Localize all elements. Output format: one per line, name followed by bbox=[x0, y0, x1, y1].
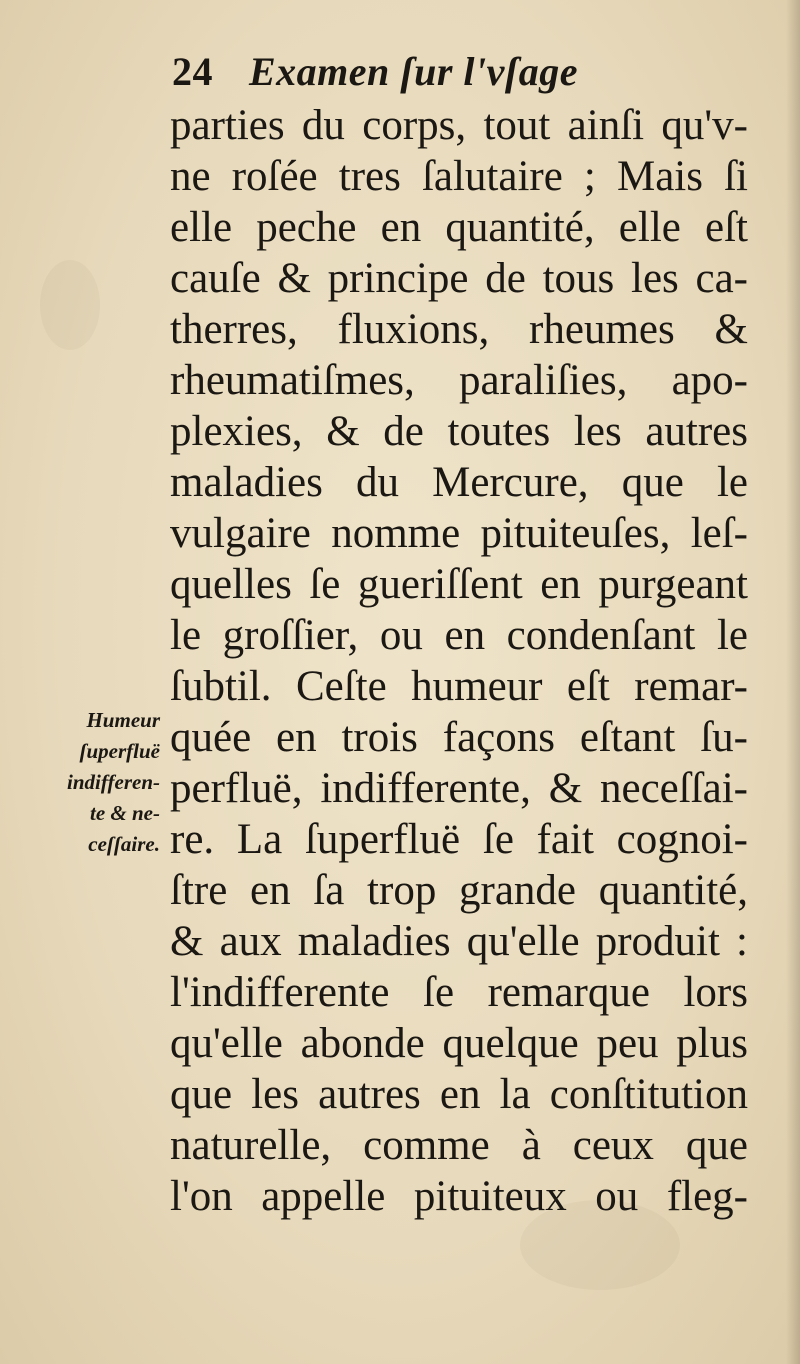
text-line: therres, fluxions, rheumes & bbox=[170, 306, 748, 353]
page-number: 24 bbox=[172, 49, 213, 94]
text-line: re. La ſuperfluë ſe fait cognoi- bbox=[170, 816, 748, 863]
marginal-note-line: Humeur bbox=[86, 708, 160, 732]
text-line: & aux maladies qu'elle produit : bbox=[170, 918, 748, 965]
body-text bbox=[170, 100, 748, 1222]
text-line: le groſſier, ou en condenſant le bbox=[170, 612, 748, 659]
text-line: quée en trois façons eſtant ſu- bbox=[170, 714, 748, 761]
marginal-note-line: ceſſaire. bbox=[88, 832, 160, 856]
text-line: ſtre en ſa trop grande quantité, bbox=[170, 867, 748, 914]
marginal-note-line: te & ne- bbox=[90, 801, 160, 825]
text-line: maladies du Mercure, que le bbox=[170, 459, 748, 506]
text-line: cauſe & principe de tous les ca- bbox=[170, 255, 748, 302]
text-line: quelles ſe gueriſſent en purgeant bbox=[170, 561, 748, 608]
text-line: plexies, & de toutes les autres bbox=[170, 408, 748, 455]
marginal-note-line: ſuperfluë bbox=[79, 739, 160, 763]
text-line: perfluë, indifferente, & neceſſai- bbox=[170, 765, 748, 812]
text-line: ne roſée tres ſalutaire ; Mais ſi bbox=[170, 153, 748, 200]
running-title: Examen ſur l'vſage bbox=[249, 49, 578, 94]
text-line: que les autres en la conſtitution bbox=[170, 1071, 748, 1118]
text-line: elle peche en quantité, elle eſt bbox=[170, 204, 748, 251]
running-head bbox=[172, 42, 732, 102]
text-line: qu'elle abonde quelque peu plus bbox=[170, 1020, 748, 1067]
text-line: vulgaire nomme pituiteuſes, leſ- bbox=[170, 510, 748, 557]
text-line: l'indifferente ſe remarque lors bbox=[170, 969, 748, 1016]
text-line: parties du corps, tout ainſi qu'v- bbox=[170, 102, 748, 149]
paper-stain bbox=[40, 260, 100, 350]
text-line: naturelle, comme à ceux que bbox=[170, 1122, 748, 1169]
text-line: l'on appelle pituiteux ou fleg- bbox=[170, 1173, 748, 1220]
text-line: rheumatiſmes, paraliſies, apo- bbox=[170, 357, 748, 404]
text-line: ſubtil. Ceſte humeur eſt remar- bbox=[170, 663, 748, 710]
marginal-note-line: indifferen- bbox=[67, 770, 160, 794]
marginal-note bbox=[30, 705, 160, 860]
